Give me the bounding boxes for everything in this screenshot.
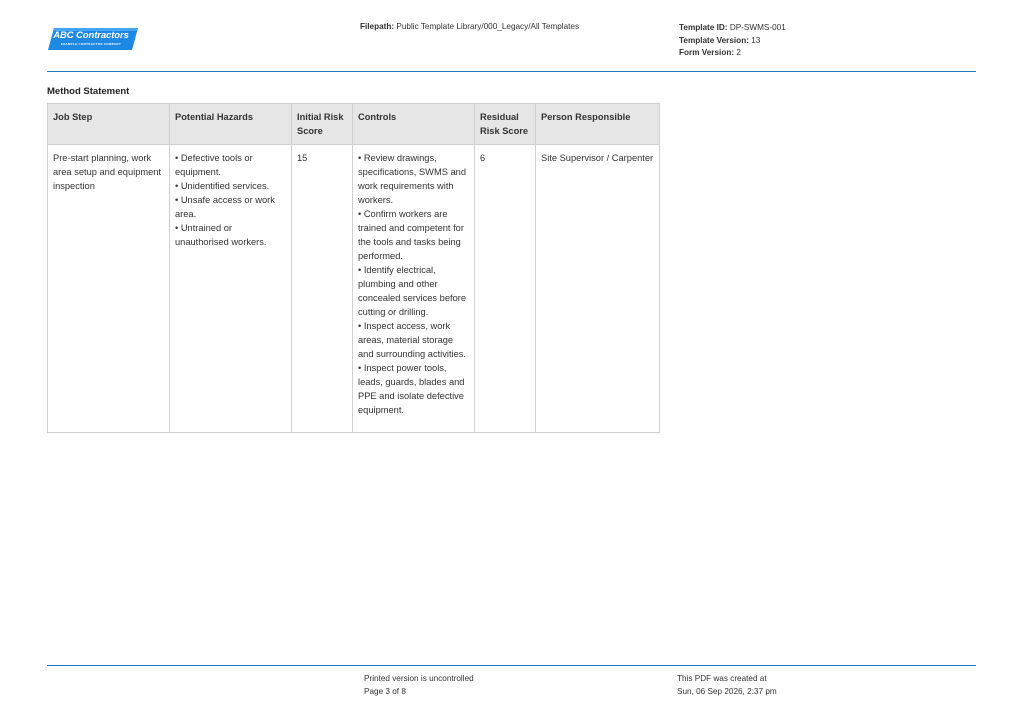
template-version-value: 13 xyxy=(751,35,761,45)
method-statement-table xyxy=(47,103,660,433)
form-version-label: Form Version: xyxy=(679,48,735,57)
header-divider xyxy=(47,71,976,72)
footer-divider xyxy=(47,665,976,666)
section-title: Method Statement xyxy=(47,86,130,97)
column-header-person-responsible: Person Responsible xyxy=(536,104,660,145)
template-id xyxy=(679,22,786,35)
created-label: This PDF was created at xyxy=(677,674,767,683)
logo-name: ABC Contractors xyxy=(53,30,129,41)
column-header-residual-risk-score: Residual Risk Score xyxy=(475,104,536,145)
filepath-label: Filepath: xyxy=(360,22,395,31)
filepath-value: Public Template Library/000_Legacy/All Templates xyxy=(396,22,580,31)
residual-risk-cell: 6 xyxy=(475,145,536,433)
form-version-value: 2 xyxy=(736,48,741,57)
template-meta xyxy=(679,22,786,60)
template-version xyxy=(679,35,786,48)
form-version xyxy=(679,47,786,60)
footer-print-info xyxy=(364,673,474,698)
initial-risk-cell: 15 xyxy=(292,145,353,433)
filepath xyxy=(360,22,579,31)
column-header-potential-hazards: Potential Hazards xyxy=(170,104,292,145)
template-id-value: DP-SWMS-001 xyxy=(729,23,786,32)
company-logo xyxy=(48,26,138,52)
logo-tagline: EXAMPLE CONTRACTOR COMPANY xyxy=(60,42,122,46)
uncontrolled-notice: Printed version is uncontrolled xyxy=(364,674,474,683)
footer-created-info xyxy=(677,673,777,698)
created-timestamp: Sun, 06 Sep 2026, 2:37 pm xyxy=(677,686,777,696)
page-number: Page 3 of 8 xyxy=(364,686,406,696)
column-header-job-step: Job Step xyxy=(48,104,170,145)
table-row xyxy=(48,145,660,433)
column-header-initial-risk-score: Initial Risk Score xyxy=(292,104,353,145)
person-responsible-cell: Site Supervisor / Carpenter xyxy=(536,145,660,433)
hazards-cell: • Defective tools or equipment. • Unidentified services. • Unsafe access or work area. • Untrained or unauthorised workers. xyxy=(170,145,292,433)
template-version-label: Template Version: xyxy=(679,35,749,45)
template-id-label: Template ID: xyxy=(679,23,728,32)
controls-cell: • Review drawings, specifications, SWMS and work requirements with workers. • Confirm workers are trained and competent for the tools and tasks being performed. • Identify electrical, plumbing and other concealed services before cutting or drilling. • Inspect access, work areas, material storage and surrounding activities. • Inspect power tools, leads, guards, blades and PPE and isolate defective equipment. xyxy=(353,145,475,433)
table-header-row xyxy=(48,104,660,145)
job-step-cell: Pre-start planning, work area setup and equipment inspection xyxy=(48,145,170,433)
column-header-controls: Controls xyxy=(353,104,475,145)
